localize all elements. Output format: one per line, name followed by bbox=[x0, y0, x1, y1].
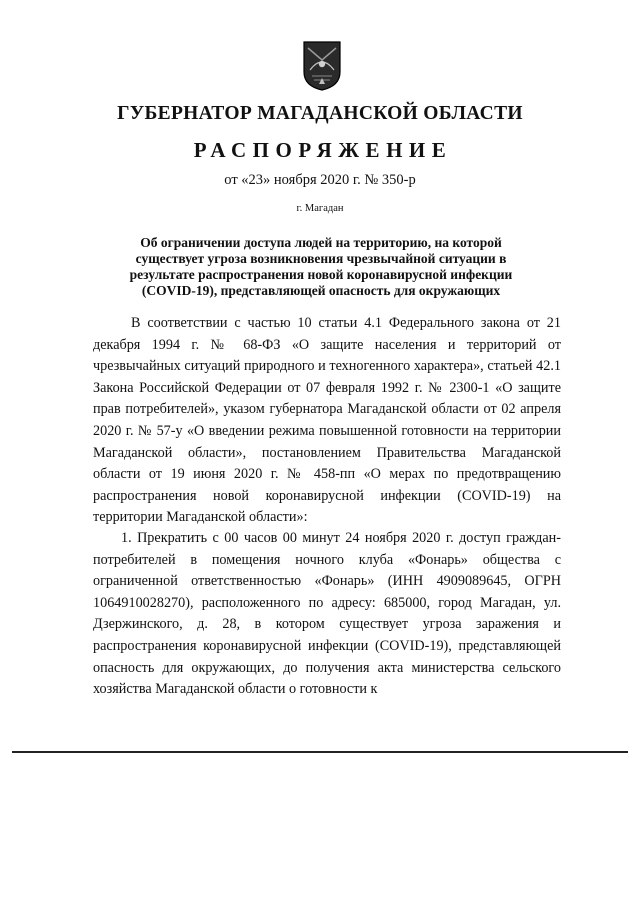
document-city: г. Магадан bbox=[296, 203, 344, 214]
clause-1-paragraph: 1. Прекратить с 00 часов 00 минут 24 ноября 2020 г. доступ граждан-потребителей в помещения ночного клуба «Фонарь» общества с ограниченной ответственностью «Фонарь» (ИНН 4909089645, ОГРН 1064910028270), расположенного по адресу: 685000, город Магадан, ул. Дзержинского, д. 28, в котором существует угроза заражения и распространения коронавирусной инфекции (COVID-19), представляющей опасность для окружающих, до получения акта министерства сельского хозяйства Магаданской области о готовности к bbox=[93, 530, 561, 698]
page-bottom-rule bbox=[12, 751, 628, 753]
coat-of-arms-icon bbox=[302, 40, 342, 92]
issuing-authority: ГУБЕРНАТОР МАГАДАНСКОЙ ОБЛАСТИ bbox=[117, 103, 523, 124]
preamble-paragraph: В соответствии с частью 10 статьи 4.1 Федерального закона от 21 декабря 1994 г. № 68-ФЗ «О защите населения и территорий от чрезвычайных ситуаций природного и техногенного характера», статьей 42.1 Закона Российской Федерации от 07 февраля 1992 г. № 2300-1 «О защите прав потребителей», указом губернатора Магаданской области от 02 апреля 2020 г. № 57-у «О введении режима повышенной готовности на территории Магаданской области», постановлением Правительства Магаданской области от 19 июня 2020 г. № 458-пп «О мерах по предотвращению распространения новой коронавирусной инфекции (COVID-19) на территории Магаданской области»: bbox=[93, 315, 561, 526]
document-title: Об ограничении доступа людей на территорию, на которой существует угроза возникновения чрезвычайной ситуации в результате распространения новой коронавирусной инфекции (COVID-19), представляющей опасность для окружающих bbox=[129, 235, 513, 298]
document-type: РАСПОРЯЖЕНИЕ bbox=[193, 138, 453, 162]
document-date-number: от «23» ноября 2020 г. № 350-р bbox=[224, 172, 416, 188]
